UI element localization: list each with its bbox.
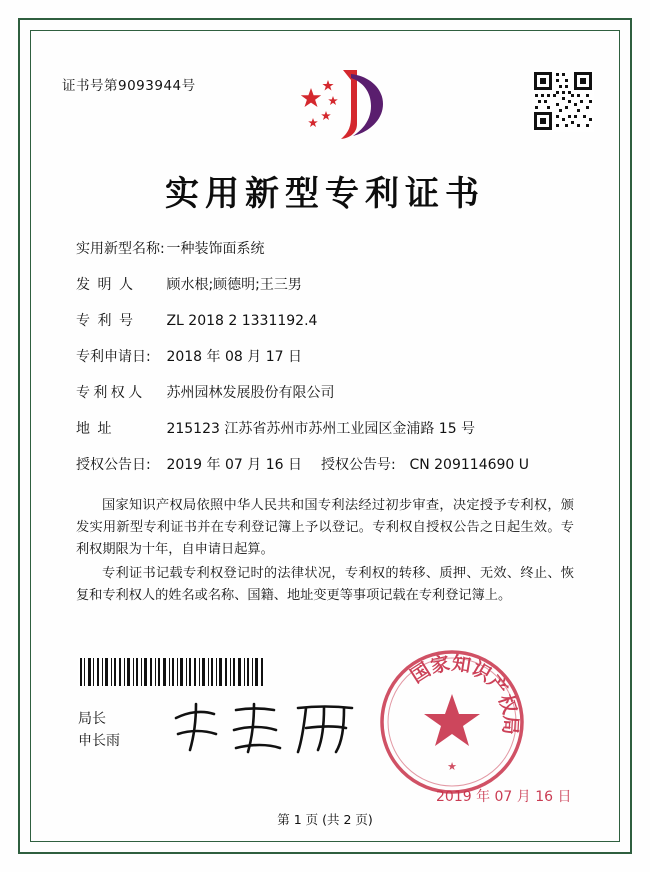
grant-date-label: 授权公告日: (76, 457, 151, 473)
svg-text:国家知识产权局: 国家知识产权局 (406, 652, 522, 736)
grant-number-label: 授权公告号: (321, 457, 396, 473)
field-row-application-date (76, 346, 576, 382)
field-value: 苏州园林发展股份有限公司 (166, 385, 335, 401)
field-label: 地址 (76, 421, 119, 437)
handwritten-signature (166, 696, 376, 760)
certificate-content (48, 48, 602, 827)
signature-role: 局长 (78, 711, 106, 727)
field-label: 发明人 (76, 277, 141, 293)
paragraph-2: 专利证书记载专利权登记时的法律状况，专利权的转移、质押、无效、终止、恢复和专利权人的姓名或名称、国籍、地址变更等事项记载在专利登记簿上。 (76, 566, 574, 603)
grant-number-group (321, 454, 529, 474)
field-label: 专利号 (76, 313, 141, 329)
field-row-patent-number (76, 310, 576, 346)
field-row-name (76, 238, 576, 274)
official-seal (378, 648, 530, 800)
page-title: 实用新型专利证书 (165, 174, 485, 214)
field-value: 一种装饰面系统 (166, 241, 265, 257)
seal-date: 2019 年 07 月 16 日 (436, 789, 572, 805)
grant-date-value: 2019 年 07 月 16 日 (166, 457, 302, 473)
paragraph-1: 国家知识产权局依照中华人民共和国专利法经过初步审查，决定授予专利权，颁发实用新型专利证书并在专利登记簿上予以登记。专利权自授权公告之日起生效。专利权期限为十年，自申请日起算。 (76, 498, 574, 557)
field-value: 2018 年 08 月 17 日 (166, 349, 302, 365)
page-footer: 第 1 页 (共 2 页) (277, 812, 373, 827)
field-label: 实用新型名称: (76, 241, 165, 257)
field-label: 专利申请日: (76, 349, 151, 365)
field-row-inventors (76, 274, 576, 310)
field-row-address (76, 418, 576, 454)
cnipa-logo-icon (283, 66, 403, 141)
legal-text (76, 495, 574, 609)
field-value: 顾水根;顾德明;王三男 (166, 277, 302, 293)
field-value: ZL 2018 2 1331192.4 (166, 313, 318, 329)
barcode (78, 658, 266, 686)
signature-name: 申长雨 (78, 733, 120, 749)
field-value: 215123 江苏省苏州市苏州工业园区金浦路 15 号 (166, 421, 476, 437)
field-row-grant (76, 454, 576, 490)
fields-list (76, 238, 576, 490)
signature-block (78, 708, 120, 752)
svg-text:★: ★ (447, 760, 457, 773)
field-row-patentee (76, 382, 576, 418)
field-label: 专利权人 (76, 385, 146, 401)
certificate-number: 证书号第9093944号 (62, 78, 196, 94)
qr-code (532, 70, 594, 132)
grant-number-value: CN 209114690 U (409, 457, 530, 473)
